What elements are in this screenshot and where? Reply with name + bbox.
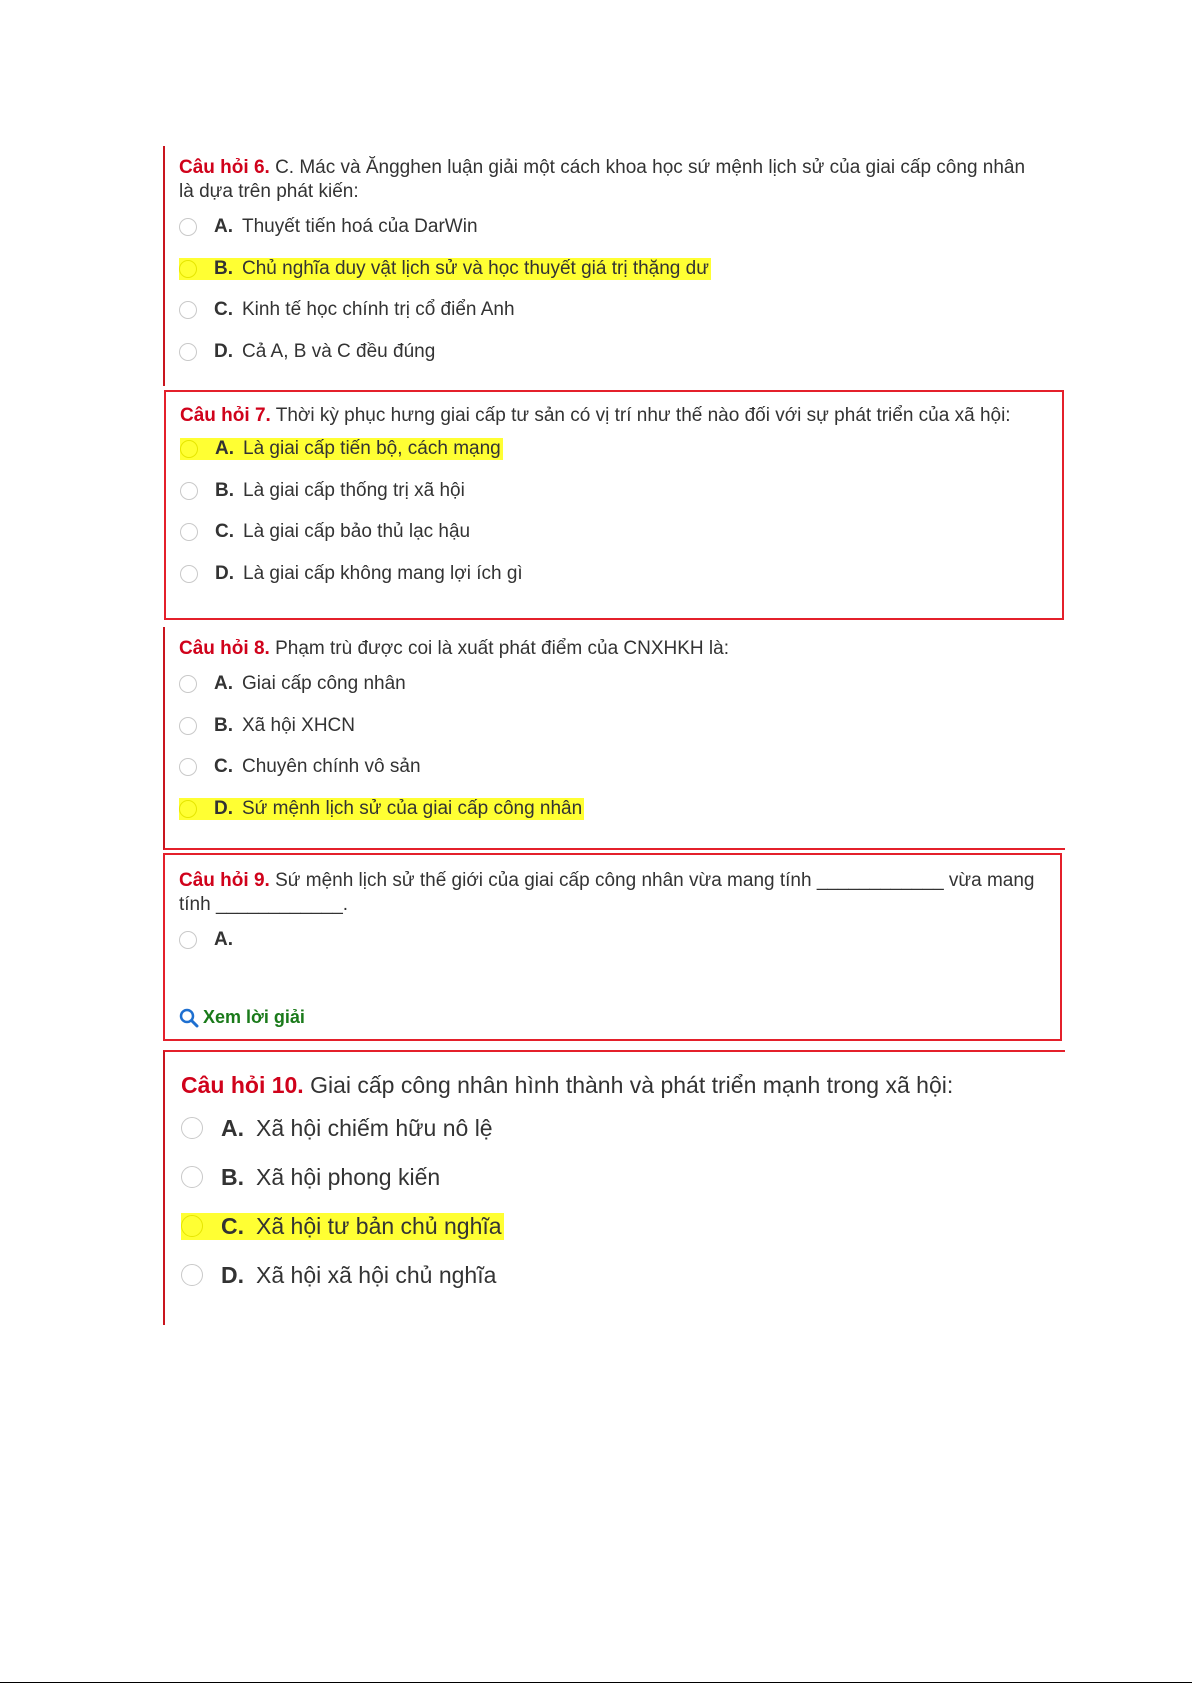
option-b[interactable] [179, 256, 1043, 282]
radio-icon[interactable] [181, 1264, 203, 1286]
option-letter: B. [215, 479, 234, 501]
radio-icon[interactable] [180, 440, 198, 458]
option-letter: A. [214, 216, 233, 237]
question-8 [163, 627, 1065, 850]
option-text: Là giai cấp thống trị xã hội [243, 479, 465, 501]
question-number: Câu hỏi 8. [179, 638, 270, 659]
option-c[interactable] [179, 297, 1043, 323]
question-9 [163, 853, 1062, 1041]
option-letter: A. [214, 673, 233, 694]
option-c[interactable] [181, 1210, 1065, 1242]
radio-icon[interactable] [180, 565, 198, 583]
option-letter: D. [221, 1261, 244, 1288]
option-b[interactable] [179, 713, 1065, 739]
option-letter: C. [214, 756, 233, 777]
option-c[interactable] [180, 519, 1062, 545]
question-7 [164, 390, 1064, 620]
option-a[interactable] [179, 927, 1060, 953]
radio-icon[interactable] [179, 931, 197, 949]
option-text: Chuyên chính vô sản [242, 756, 421, 777]
option-text: Là giai cấp bảo thủ lạc hậu [243, 521, 471, 542]
radio-icon[interactable] [180, 523, 198, 541]
option-a[interactable] [179, 214, 1043, 240]
radio-icon[interactable] [179, 717, 197, 735]
option-letter: B. [214, 257, 233, 279]
radio-icon[interactable] [181, 1215, 203, 1237]
question-title [179, 869, 1060, 917]
question-number: Câu hỏi 9. [179, 870, 270, 891]
question-text: Giai cấp công nhân hình thành và phát triển mạnh trong xã hội: [310, 1072, 954, 1098]
option-a[interactable] [181, 1112, 1065, 1144]
view-solution-link[interactable] [179, 1007, 1060, 1028]
question-text: Thời kỳ phục hưng giai cấp tư sản có vị trí như thế nào đối với sự phát triển của xã hội: [275, 405, 1011, 426]
option-b[interactable] [180, 478, 1062, 504]
option-letter: C. [214, 299, 233, 320]
radio-icon[interactable] [179, 301, 197, 319]
option-letter: D. [214, 797, 233, 819]
question-text: C. Mác và Ăngghen luận giải một cách khoa học sứ mệnh lịch sử của giai cấp công nhân là dựa trên phát kiến: [179, 157, 1026, 202]
radio-icon[interactable] [181, 1166, 203, 1188]
option-d[interactable] [180, 561, 1062, 587]
radio-icon[interactable] [179, 800, 197, 818]
option-letter: A. [214, 929, 233, 950]
view-solution-label: Xem lời giải [203, 1007, 305, 1027]
option-text: Thuyết tiến hoá của DarWin [242, 216, 478, 237]
question-title [179, 637, 1065, 661]
option-a[interactable] [179, 671, 1065, 697]
option-letter: D. [214, 340, 233, 362]
question-text: Sứ mệnh lịch sử thế giới của giai cấp công nhân vừa mang tính ____________ vừa mang tính ____________. [179, 870, 1035, 915]
option-letter: C. [221, 1212, 244, 1239]
radio-icon[interactable] [179, 758, 197, 776]
option-b[interactable] [181, 1161, 1065, 1193]
question-10 [163, 1050, 1065, 1325]
question-text: Phạm trù được coi là xuất phát điểm của CNXHKH là: [275, 638, 729, 659]
radio-icon[interactable] [179, 260, 197, 278]
option-text: Sứ mệnh lịch sử của giai cấp công nhân [242, 797, 583, 819]
option-text: Kinh tế học chính trị cổ điển Anh [242, 299, 515, 320]
option-letter: A. [221, 1114, 244, 1141]
page-bottom-divider [0, 1682, 1192, 1683]
option-c[interactable] [179, 754, 1065, 780]
option-d[interactable] [179, 796, 1065, 822]
option-text: Là giai cấp tiến bộ, cách mạng [243, 438, 501, 459]
question-title [181, 1070, 1065, 1100]
radio-icon[interactable] [179, 343, 197, 361]
radio-icon[interactable] [179, 675, 197, 693]
radio-icon[interactable] [180, 482, 198, 500]
option-text: Chủ nghĩa duy vật lịch sử và học thuyết giá trị thặng dư [242, 257, 709, 279]
option-letter: B. [214, 714, 233, 736]
question-number: Câu hỏi 10. [181, 1072, 304, 1098]
option-letter: B. [221, 1163, 244, 1190]
option-text: Xã hội phong kiến [256, 1163, 441, 1190]
option-letter: A. [215, 438, 234, 459]
option-letter: D. [215, 562, 234, 584]
option-letter: C. [215, 521, 234, 542]
option-d[interactable] [181, 1259, 1065, 1291]
question-title [180, 404, 1062, 428]
question-6 [163, 146, 1043, 386]
search-icon [179, 1008, 199, 1028]
option-text: Xã hội tư bản chủ nghĩa [256, 1212, 502, 1239]
option-text: Giai cấp công nhân [242, 673, 406, 694]
option-text: Là giai cấp không mang lợi ích gì [243, 562, 523, 584]
question-title [179, 156, 1043, 204]
option-a[interactable] [180, 436, 1062, 462]
radio-icon[interactable] [181, 1117, 203, 1139]
option-d[interactable] [179, 339, 1043, 365]
radio-icon[interactable] [179, 218, 197, 236]
option-text: Xã hội chiếm hữu nô lệ [256, 1114, 493, 1141]
option-text: Xã hội xã hội chủ nghĩa [256, 1261, 497, 1288]
option-text: Xã hội XHCN [242, 714, 355, 736]
question-number: Câu hỏi 7. [180, 405, 271, 426]
question-number: Câu hỏi 6. [179, 157, 270, 178]
option-text: Cả A, B và C đều đúng [242, 340, 436, 362]
